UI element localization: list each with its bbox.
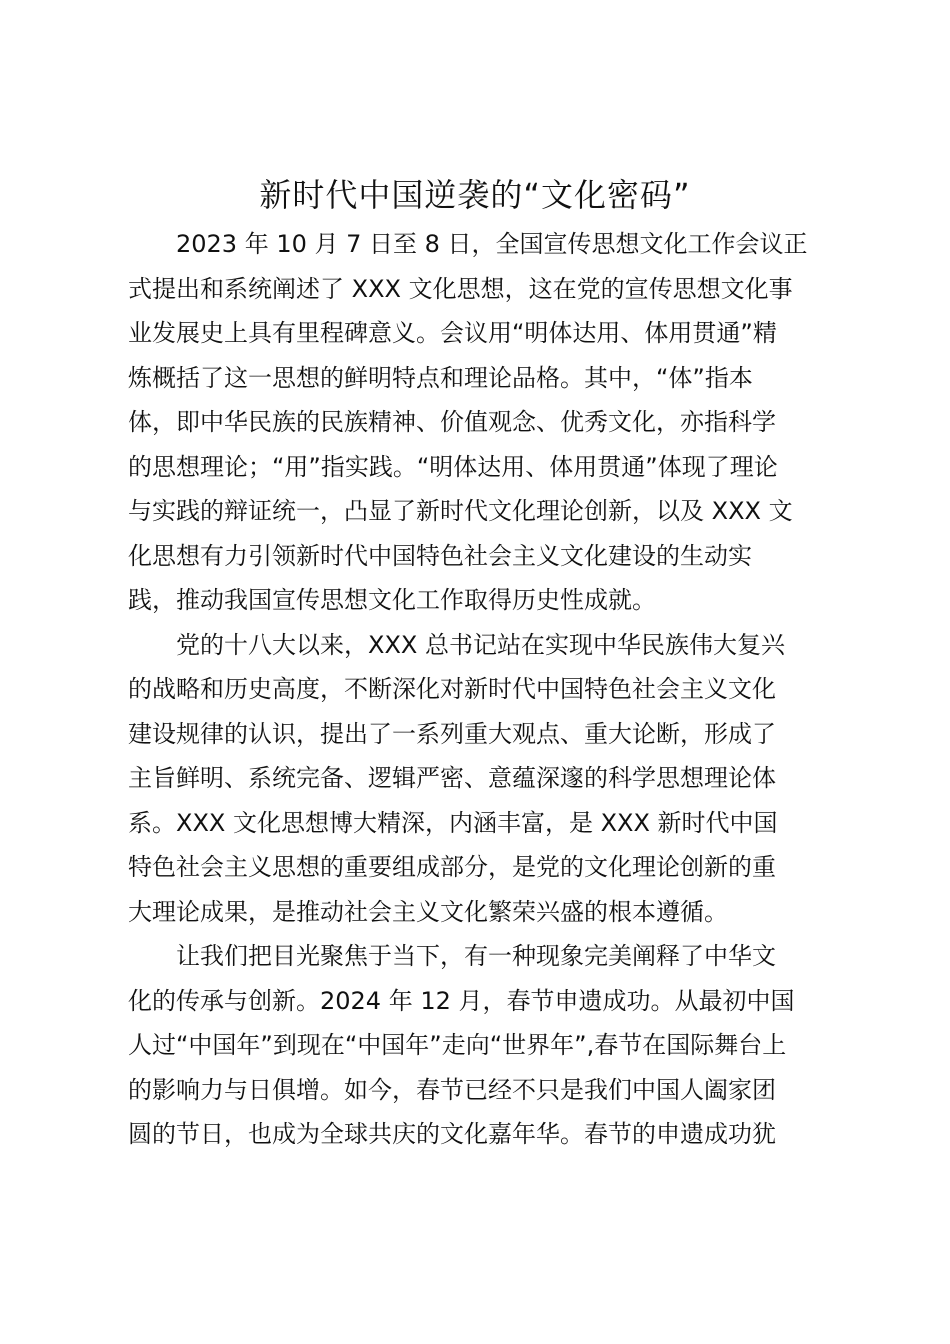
text-line: 党的十八大以来，XXX 总书记站在实现中华民族伟大复兴 xyxy=(176,630,785,659)
text-line: 系。XXX 文化思想博大精深，内涵丰富，是 XXX 新时代中国 xyxy=(128,808,778,837)
text-line: 炼概括了这一思想的鲜明特点和理论品格。其中，“体”指本 xyxy=(128,363,753,392)
text-line: 特色社会主义思想的重要组成部分，是党的文化理论创新的重 xyxy=(128,853,776,881)
document-title: 新时代中国逆袭的“文化密码” xyxy=(259,176,691,214)
text-line: 式提出和系统阐述了 XXX 文化思想，这在党的宣传思想文化事 xyxy=(128,274,793,303)
text-line: 主旨鲜明、系统完备、逻辑严密、意蕴深邃的科学思想理论体 xyxy=(128,764,776,792)
paragraph-1 xyxy=(128,222,848,623)
text-line: 的思想理论；“用”指实践。“明体达用、体用贯通”体现了理论 xyxy=(128,452,778,481)
text-line: 大理论成果，是推动社会主义文化繁荣兴盛的根本遵循。 xyxy=(128,897,728,926)
text-line: 践，推动我国宣传思想文化工作取得历史性成就。 xyxy=(128,586,656,614)
text-line: 人过“中国年”到现在“中国年”走向“世界年”,春节在国际舞台上 xyxy=(128,1031,787,1059)
text-line: 的影响力与日俱增。如今，春节已经不只是我们中国人阖家团 xyxy=(128,1075,776,1104)
text-line: 让我们把目光聚焦于当下，有一种现象完美阐释了中华文 xyxy=(176,942,776,970)
text-line: 体，即中华民族的民族精神、价值观念、优秀文化，亦指科学 xyxy=(128,408,776,436)
text-line: 的战略和历史高度，不断深化对新时代中国特色社会主义文化 xyxy=(128,675,776,703)
text-line: 圆的节日，也成为全球共庆的文化嘉年华。春节的申遗成功犹 xyxy=(128,1120,776,1148)
text-line: 建设规律的认识，提出了一系列重大观点、重大论断，形成了 xyxy=(128,719,776,748)
text-line: 业发展史上具有里程碑意义。会议用“明体达用、体用贯通”精 xyxy=(128,319,777,347)
document-body xyxy=(128,222,848,1157)
paragraph-2 xyxy=(128,623,848,935)
text-line: 2023 年 10 月 7 日至 8 日，全国宣传思想文化工作会议正 xyxy=(176,230,808,258)
text-line: 化的传承与创新。2024 年 12 月，春节申遗成功。从最初中国 xyxy=(128,986,795,1015)
text-line: 与实践的辩证统一，凸显了新时代文化理论创新，以及 XXX 文 xyxy=(128,497,793,525)
paragraph-3 xyxy=(128,934,848,1157)
text-line: 化思想有力引领新时代中国特色社会主义文化建设的生动实 xyxy=(128,541,752,570)
